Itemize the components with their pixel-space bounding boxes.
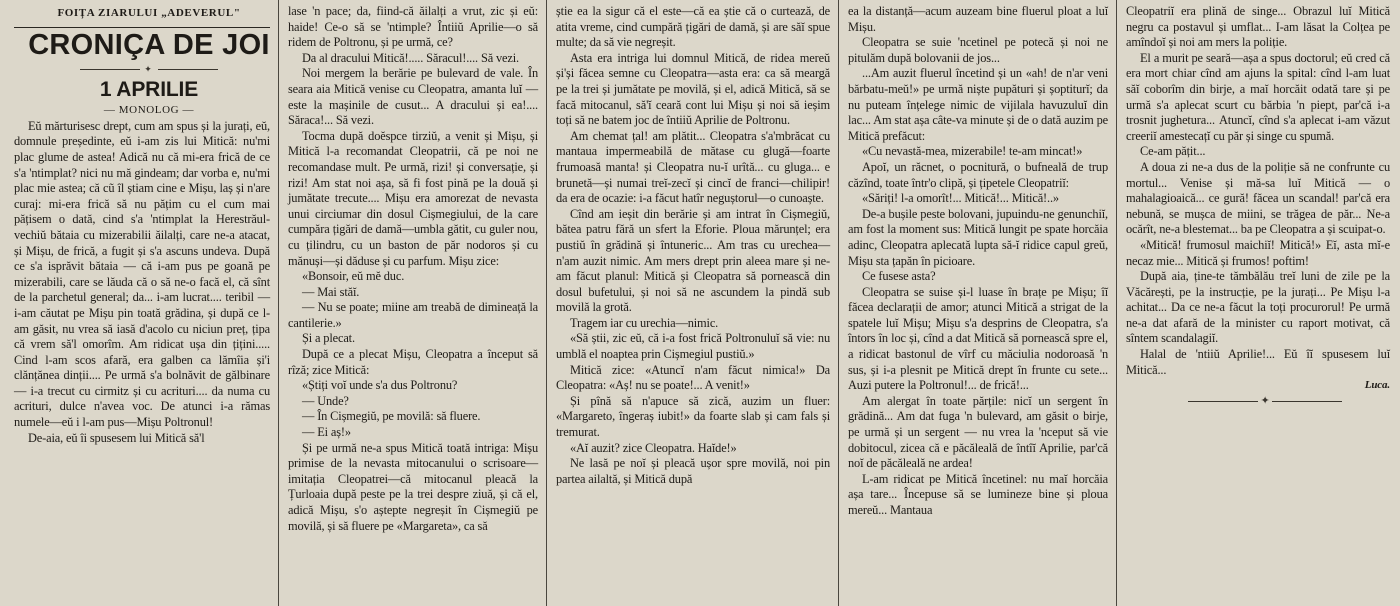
paragraph: Tocma după doĕspce tirziŭ, a venit și Mișu, și Mitică l-a recomandat Cleopatrii, că pe noi ne recomandase mult. Pe urmă, rizi! și conversație, și rizi! Am stat noi așa, să fi fost pină pe la două și jumătate trecute.... Mișu era amorezat de nevasta unui circiumar din dosul Cișmegiului, de la care cumpăra țigări de damă—umbla gătit, cu guler nou, cu țilindru, cu un baston de păr nodoros și cu mănuși—și dăduse și cu parfum. Mișu zice: — [288, 128, 538, 268]
paragraph: Cleopatra se suise și-l luase în brațe pe Mișu; îĭ făcea declarații de amor; atunci Mitică a strigat de la spatele luĭ Mișu; Mișu s'a desprins de Cleopatra, s'a întors în loc și, cînd a dat Mitică să pornească spre el, a ridicat bastonul de vîrf cu măciulia nodoroasă 'n sus, și i-a plesnit pe Mitică drept în frunte cu sete... Auzi putere la Poltronul!... de frică!... — [848, 284, 1108, 393]
paragraph: «Cu nevastă-mea, mizerabile! te-am mincat!» — [862, 144, 1083, 159]
paragraph: Cleopatra se suie 'ncetinel pe potecă și noi ne pitulăm după bolovanii de jos... — [848, 35, 1108, 65]
paragraph: Și a plecat. — [302, 331, 355, 346]
column-divider — [546, 0, 547, 606]
title-ornament: ✦ — [14, 62, 270, 78]
paragraph: — În Cișmegiŭ, pe movilă: să fluere. — [302, 409, 481, 424]
article-subtitle: 1 APRILIE — [99, 78, 199, 102]
paragraph: L-am ridicat pe Mitică încetinel: nu maĭ horcăia așa tare... Începuse să se lumineze bine și ploua mereŭ... Mantaua — [848, 471, 1108, 517]
paragraph: Și pe urmă ne-a spus Mitică toată intriga: Mișu primise de la nevasta mitocanului o scrisoare—imitația Cleopatrei—că mitocanul pleacă la Țurloaia după peste pe la trei despre ziuă, și că el, adică Mișu, s'o aștepte negreșit în Cișmegiŭ pe movilă, și să fluere pe «Margareta», ca să — [288, 440, 538, 533]
column-3 — [550, 0, 836, 606]
paragraph: De-a bușile peste bolovani, jupuindu-ne genunchiĭ, am fost la moment sus: Mitică lungit pe spate horcăia adinc, Cleopatra aplecată lupta să-ĭ ridice capul greŭ, Mișu sta țapăn în picioare. — [848, 206, 1108, 268]
paragraph: «Aĭ auzit? zice Cleopatra. Haĭde!» — [570, 440, 737, 455]
paragraph: ea la distanță—acum auzeam bine fluerul ploat a luĭ Mișu. — [848, 4, 1108, 34]
paragraph: «Să știi, zic eŭ, că i-a fost frică Poltronuluĭ să vie: nu umblă el noaptea prin Cișmegiul pustiŭ.» — [556, 331, 830, 362]
paragraph: — Unde? — [302, 393, 349, 408]
paragraph: Ce fusese asta? — [862, 269, 936, 284]
paragraph: Mitică zice: «Atuncĭ n'am făcut nimica!» Da Cleopatra: «Aș! nu se poate!... A venit!» — [556, 362, 830, 393]
column-divider — [1116, 0, 1117, 606]
paragraph: lase 'n pace; da, fiind-că ăilalți a vrut, zic și eŭ: haide! Ce-o să se 'ntimple? Întiiŭ Aprilie—o să ridem de Poltronu, și pe urmă, ce? — [288, 4, 538, 50]
paragraph: El a murit pe seară—așa a spus doctorul; eŭ cred că era mort chiar cînd am ajuns la spital: cînd l-am luat săĭ coborîm din birje, a maĭ horcăit odată tare și pe urmă s'a aplecat scurt cu bărbia 'n piept, par'că i-a trosnit jugheturа... Atuncĭ, cînd s'a aplecat i-am văzut creeriĭ amestecațĭ cu păr și singe cu spumă. — [1126, 50, 1390, 143]
paragraph: Eŭ mărturisesc drept, cum am spus și la jurați, eŭ, domnule președinte, eŭ i-am zis lui Mitică: nu'mi plac glume de astea! Adică nu că mi-era frică de ce s'a 'ntimplat? nici nu mă gindeam; dar vorba e, nu'mi plac mie astea; că cũ îl știam cine e Mișu, laș și n'are curaj: mi-era frică să nu pățim cu el cum mai pățisem o dată, cind s'a 'ntimplat la Herestrăul-vechiŭ bătaia cu mizerabilii ăilalți, care ne-a atacat, și Mișu, de frică, a fugit și s'a ascuns undeva. După ce s'a isprăvit bătaia — că i-am pus pe goană pe mizerabili, care se lăuda că o să ne-o facă el, că sînt de la parchetul general; da... i-am lucrat.... teribil — i-am căutat pe Mișu pin toată grădina, și după ce l-am găsit, nu vrea să iasă d'acolo cu niciun preț, țipa că vrem să'l omorîm. Am ridicat ușa din țițini..... Cind l-am scos afară, era galben ca lămîia și'i clănțănea dinții.... Pe urmă s'a bolnăvit de gălbinare — i-a trecut cu cirmitz și cu acrituri.... da numa cu acrituri, dulce n'avea voc. De atunci i-a rămas numele—eŭ i l-am pus—Mișu Poltronul! — [14, 118, 270, 430]
paragraph: — Mai stăĭ. — [302, 284, 360, 299]
paragraph: ...Am auzit fluerul încetind și un «ah! de n'ar veni bărbatu-meŭ!» pe urmă niște pupături și șoptiturĭ; da nu puteam înțelege nimic de vijilala havuzuluĭ din lac... Am stat așa câte-va minute și de o dată auzim pe Mitică prefăcut: — [848, 66, 1108, 143]
feuilleton-header: FOIȚA ZIARULUI „ADEVERUL" — [14, 6, 270, 28]
column-divider — [838, 0, 839, 606]
article-genre: — MONOLOG — — [103, 104, 195, 117]
author-signature: Luca. — [1364, 379, 1390, 392]
column-2 — [282, 0, 544, 606]
paragraph: Noi mergem la berărie pe bulevard de vale. În searа aia Mitică venise cu Cleopatra, amanta luĭ — este la mașinile de cusut... A dracului și ea!.... Săraca!... Să vezi. — [288, 66, 538, 128]
paragraph: Și pînă să n'apuce să zică, auzim un fluer: «Margareto, îngeraș iubit!» da foarte slab și cam fals și tremurat. — [556, 393, 830, 440]
paragraph: Am chemat țal! am plătit... Cleopatra s'a'mbrăcat cu mantaua impermeabilă de mătase cu glugă—foarte frumoasă manta! și Cleopatra nu-ĭ urîtă... cu gluga... e brunetă—și numai treĭ-zecĭ și cincĭ de franci—chilipir! da era de ocazie: i-a făcut hatîr neguștorul—o cunoaște. — [556, 128, 830, 206]
paragraph: «Mitică! frumosul maichiĭ! Mitică!» Eĭ, asta mĭ-e necaz mie... Mitică și frumos! poftim! — [1126, 237, 1390, 268]
paragraph: După aia, ține-te tămbălău treĭ luni de zile pe la Văcărești, pe la instrucție, pe la jurați... Pe Mișu l-a achitat... Da ce ne-a făcut la toți procurorul! Pe urmă ne-a dat afară de la minister cu raport motivat, că sîntem scandalagiĭ. — [1126, 269, 1390, 346]
paragraph: Da al dracului Mitică!..... Săracul!.... Să vezi. — [302, 50, 519, 65]
paragraph: «Săriți! l-a omorît!... Mitică!... Mitică!..» — [862, 191, 1059, 206]
paragraph: Am alergat în toate părțile: nicĭ un sergent în grădină... Am dat fuga 'n bulevard, am găsit o birje, pe urmă și un sergent — nu vrea la 'nceput să vie dobitocul, zicea că e păcăleală de întîĭ Aprilie, par'că noĭ de păcăleală ne ardea! — [848, 393, 1108, 471]
paragraph: Asta era intriga lui domnul Mitică, de ridea mereŭ și'și făcea semne cu Cleopatra—asta era: ca să meargă pe la trei și jumătate pe movilă, și el, adică Mitică, să se facă mitocanul, să'ĭ ceară cont lui Mișu și noi să ieșim toți să ne batem joc de întiiŭ Aprilie de Poltronu. — [556, 50, 830, 128]
column-divider — [278, 0, 279, 606]
paragraph: Cleopatriĭ era plină de singe... Obrazul luĭ Mitică negru ca postavul și umflat... I-am lăsat la Colțea pe amîndoĭ și noi am mers la poliție. — [1126, 4, 1390, 50]
paragraph: «Bonsoir, eŭ mĕ duc. — [302, 269, 405, 284]
paragraph: — Nu se poate; miine am treabă de dimineață la cantilerie.» — [288, 300, 538, 330]
paragraph: — Ei aș!» — [302, 425, 351, 440]
paragraph: «Știți voĭ unde s'a dus Poltronu? — [302, 378, 458, 393]
column-5 — [1120, 0, 1396, 606]
paragraph: După ce a plecat Mișu, Cleopatra a început să rîză; zice Mitică: — [288, 347, 538, 377]
paragraph: știe ea la sigur că el este—că ea știe că o curtează, de atita vreme, cind cumpără țigări de damă, și are săĭ spue multe; da să vie negreșit. — [556, 4, 830, 50]
paragraph: A doua zi ne-a dus de la poliție să ne confrunte cu mortul... Venise și mă-sa luĭ Mitică — o mahalagioaică... ce gură! făcea un scandal! par'că era nebună, se mușca de miini, se trăgea de păr... Ne-a ocărît, ne-a blestemat... ba pe Cleopatra a și scuipat-o. — [1126, 159, 1390, 237]
paragraph: De-aia, eŭ îi spusesem lui Mitică să'l — [28, 430, 205, 445]
paragraph: Ce-am pățit... — [1140, 144, 1206, 159]
paragraph: Apoĭ, un răcnet, o pocnitură, o bufneală de trup căzînd, toate într'o clipă, și țipetele Cleopatriĭ: — [848, 159, 1108, 190]
end-ornament: ✦ — [1126, 394, 1390, 410]
paragraph: Halal de 'ntiiŭ Aprilie!... Eŭ îĭ spusesem luĭ Mitică... — [1126, 347, 1390, 377]
paragraph: Tragem iar cu urechia—nimic. — [570, 315, 719, 330]
column-4 — [842, 0, 1114, 606]
column-1 — [8, 0, 276, 606]
page-title: CRONIÇA DE JOI — [28, 28, 270, 61]
paragraph: Ne lasă pe noĭ și pleacă ușor spre movilă, noi pin partea ailaltă, și Mitică după — [556, 456, 830, 486]
paragraph: Cînd am ieșit din berărie și am intrat în Cișmegiŭ, bătea patru fără un sfert la Eforie. Ploua mărunțel; era pustiŭ în grădină și întuneric... Am tras cu urechea—n'am auzit nimic. Am mers drept prin aleea mare și ne-am făcut planul: Mitică și Cleopatra să pornească din dosul bufetului, și noi să ne ascundem la pindă sub movilă la grotă. — [556, 206, 830, 315]
